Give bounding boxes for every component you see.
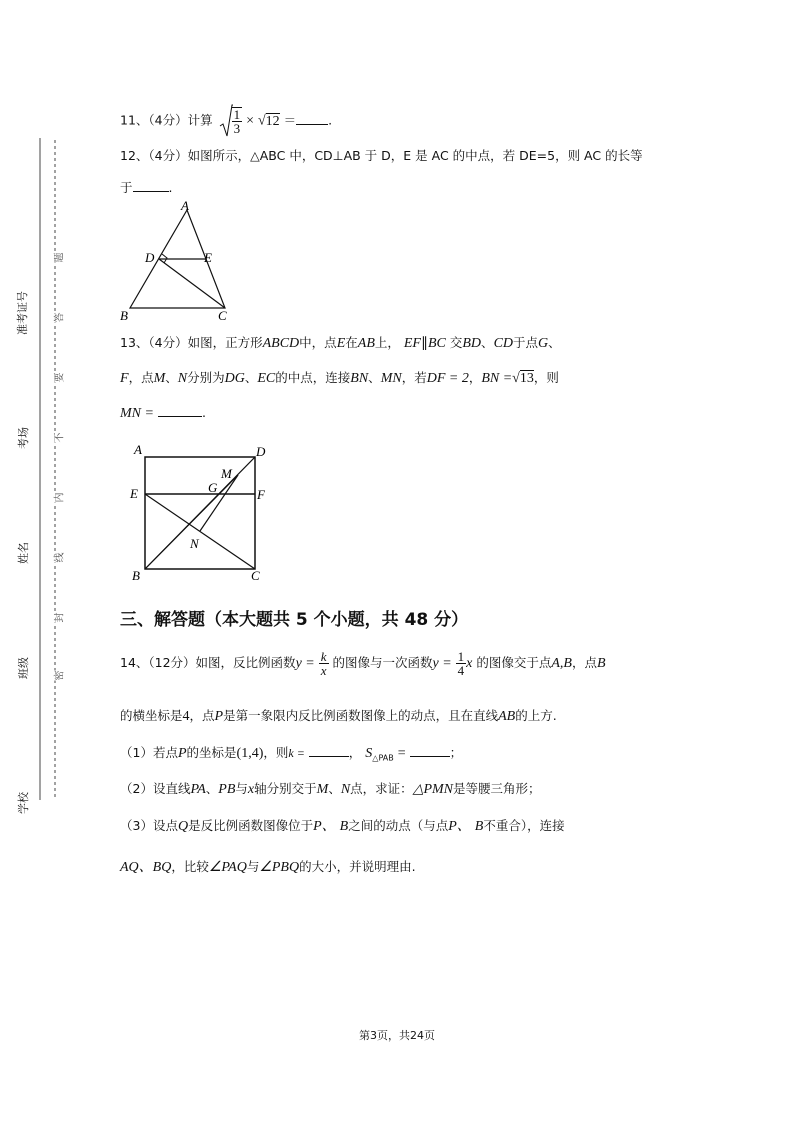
page-footer: 第3页，共24页 — [359, 1029, 435, 1042]
side-field-exam-id: 准考证号 — [16, 291, 29, 335]
question-14-line1: 14、（12分）如图，反比例函数y = $\frac{k}{x}$ 的图像与一次函数y = $\frac{1}{4}$ x 的图像交于点A,B，点B — [120, 649, 606, 678]
label-D: D — [256, 444, 266, 459]
binding-strip-lines — [0, 0, 80, 1123]
question-14-part2: （2）设直线PA、PB与x轴分别交于M、N点，求证：△PMN是等腰三角形； — [120, 781, 541, 797]
label-C: C — [251, 568, 260, 583]
side-field-name: 姓名 — [17, 542, 30, 564]
label-F: F — [257, 487, 265, 502]
side-field-class: 班级 — [17, 657, 30, 679]
seal-char: 线 — [51, 553, 66, 563]
seal-char: 题 — [51, 253, 66, 263]
label-A: A — [181, 198, 189, 213]
seal-char: 封 — [51, 613, 66, 623]
question-13-line1: 13、（4分）如图，正方形ABCD中，点E在AB上， EF∥BC 交BD、CD于点G、 — [120, 335, 561, 351]
square-figure — [120, 440, 280, 585]
answer-blank-13[interactable] — [158, 404, 202, 417]
answer-blank-12[interactable] — [133, 179, 169, 192]
label-B: B — [120, 308, 128, 323]
side-field-school: 学校 — [17, 792, 30, 814]
label-G: G — [208, 480, 218, 495]
question-14-line2: 的横坐标是4，点P是第一象限内反比例函数图像上的动点，且在直线AB的上方. — [120, 708, 557, 724]
answer-blank-11[interactable] — [296, 112, 328, 125]
seal-char: 密 — [51, 671, 66, 681]
section-3-heading: 三、解答题（本大题共 5 个小题，共 48 分） — [120, 610, 469, 630]
question-14-part3-line2: AQ、BQ，比较∠PAQ与∠PBQ的大小，并说明理由. — [120, 859, 416, 875]
label-D: D — [145, 250, 155, 265]
question-13-line3: MN = . — [120, 405, 206, 421]
seal-char: 要 — [51, 373, 66, 383]
label-E: E — [130, 486, 138, 501]
question-13-line2: F，点M、N分别为DG、EC的中点，连接BN、MN，若DF = 2，BN =√13，则 — [120, 370, 559, 386]
question-14-part1: （1）若点P的坐标是(1,4)，则k = ， $S_{\triangle PAB}$ = ； — [120, 745, 463, 763]
sqrt-sign — [219, 104, 233, 138]
question-12-line1: 12、（4分）如图所示，△ABC 中，CD⊥AB 于 D，E 是 AC 的中点，若 DE=5，则 AC 的长等 — [120, 148, 643, 163]
question-14-part3-line1: （3）设点Q是反比例函数图像位于P、 B之间的动点（与点P、 B不重合），连接 — [120, 818, 565, 834]
label-E: E — [204, 250, 212, 265]
seal-char: 不 — [51, 433, 66, 443]
question-12-line2: 于 . — [120, 180, 173, 195]
side-field-exam-room: 考场 — [17, 427, 30, 449]
label-B: B — [132, 568, 140, 583]
question-11: 11、（4分）计算 $\frac{1}{3}$ × √12 ＝ . — [120, 104, 332, 138]
label-N: N — [190, 536, 199, 551]
seal-char: 答 — [51, 313, 66, 323]
answer-blank-14-k[interactable] — [309, 744, 349, 757]
label-A: A — [134, 442, 142, 457]
label-C: C — [218, 308, 227, 323]
seal-char: 内 — [51, 493, 66, 503]
answer-blank-14-area[interactable] — [410, 744, 450, 757]
label-M: M — [221, 466, 232, 481]
triangle-figure — [115, 198, 240, 326]
